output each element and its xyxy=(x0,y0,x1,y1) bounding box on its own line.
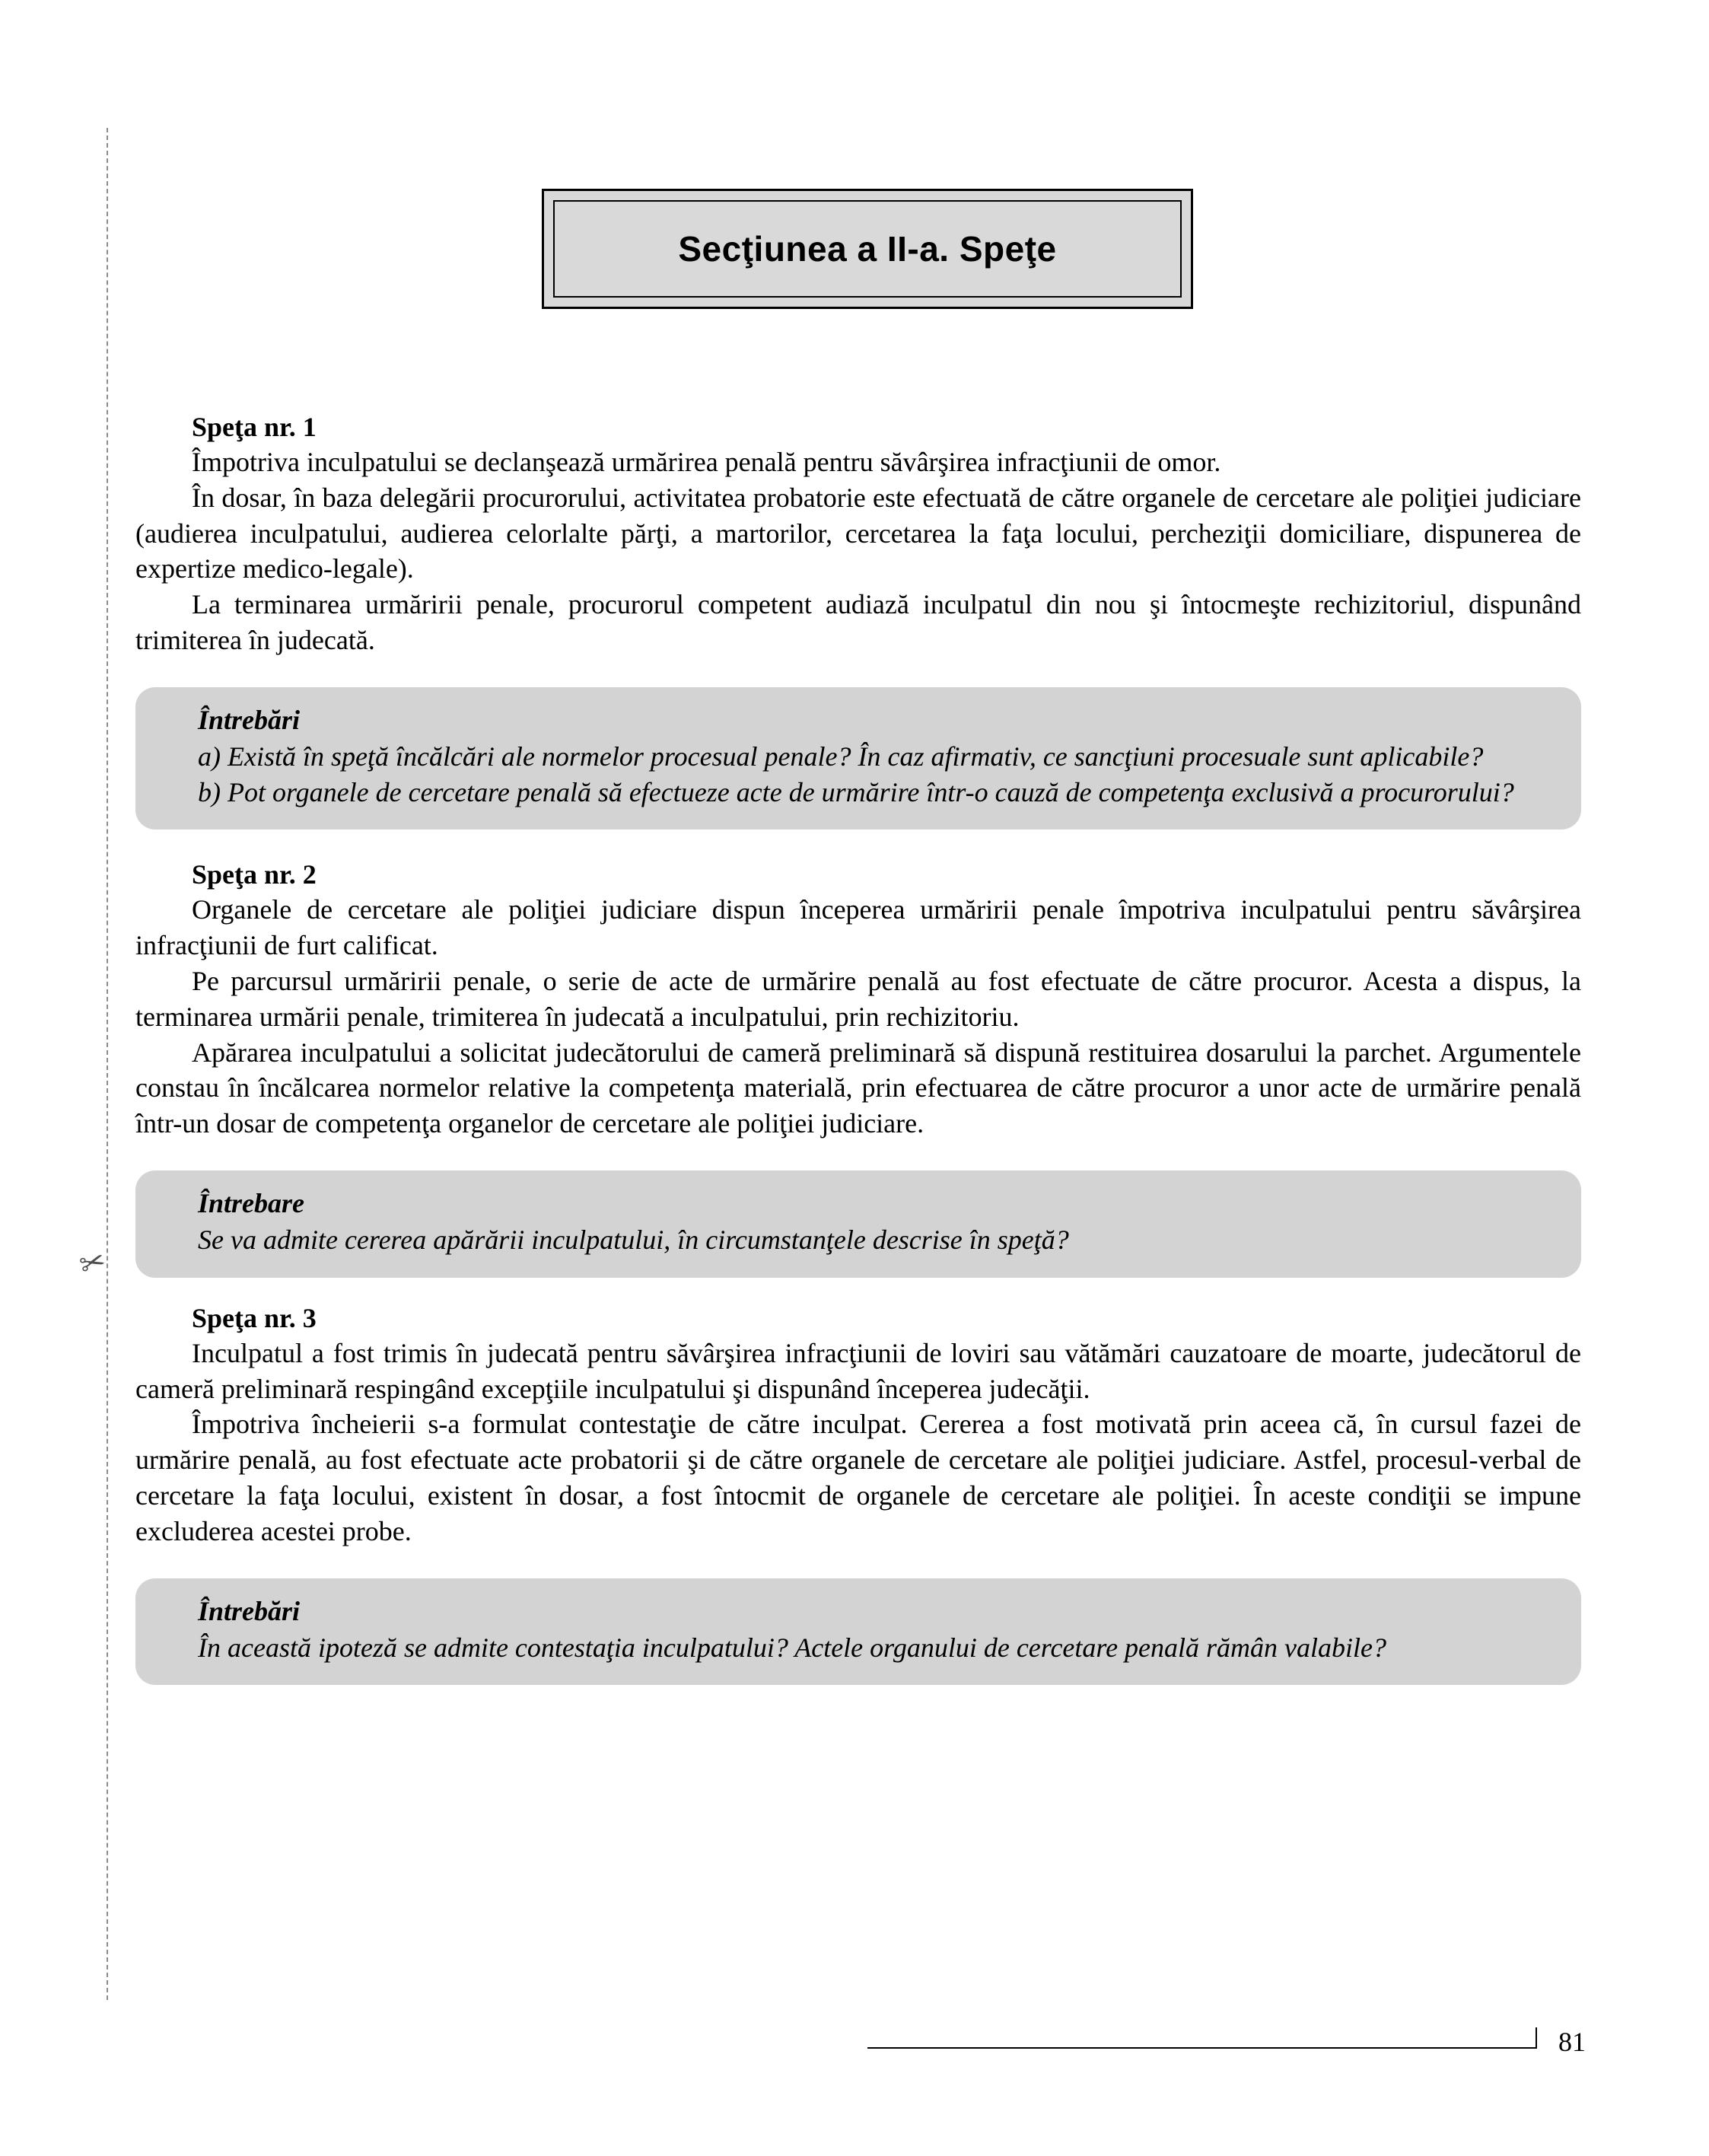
spacer xyxy=(135,830,1581,858)
case-block-1 xyxy=(135,411,1581,658)
footer-rule xyxy=(867,2047,1537,2049)
case-heading-1: Speţa nr. 1 xyxy=(192,412,317,442)
case-1-paragraph-1: Împotriva inculpatului se declanşează urmărirea penală pentru săvârşirea infracţiunii de omor. xyxy=(192,447,1221,477)
question-box-3-title: Întrebări xyxy=(198,1595,301,1626)
case-3-paragraph-2: Împotriva încheierii s-a formulat contestaţie de către inculpat. Cererea a fost motivată prin aceea că, în cursul fazei de urmărire penală, au fost efectuate acte probatorii şi de către organele de cercetare ale poliţiei judiciare. Astfel, procesul-verbal de cercetare la faţa locului, existent în dosar, a fost întocmit de organele de cercetare ale poliţiei. În aceste condiţii se impune excluderea acestei probe. xyxy=(135,1409,1581,1546)
case-2-paragraph-2: Pe parcursul urmăririi penale, o serie de acte de urmărire penală au fost efectuate de către procuror. Acesta a dispus, la terminarea urmării penale, trimiterea în judecată a inculpatului, prin rechizitoriu. xyxy=(135,965,1581,1032)
case-block-2 xyxy=(135,858,1581,1142)
page-number: 81 xyxy=(1558,2027,1586,2057)
question-box-2-title: Întrebare xyxy=(198,1187,305,1218)
case-block-3 xyxy=(135,1302,1581,1549)
case-2-paragraph-1: Organele de cercetare ale poliţiei judiciare dispun începerea urmăririi penale împotriva inculpatului pentru săvârşirea infracţiunii de furt calificat. xyxy=(135,894,1581,961)
question-box-1-item-a: a) Există în speţă încălcări ale normelor procesual penale? În caz afirmativ, ce sancţiuni procesuale sunt aplicabile? xyxy=(198,740,1484,772)
case-1-paragraph-3: La terminarea urmăririi penale, procurorul competent audiază inculpatul din nou şi întocmeşte rechizitoriul, dispunând trimiterea în judecată. xyxy=(135,589,1581,655)
question-box-1-item-b: b) Pot organele de cercetare penală să efectueze acte de urmărire într-o cauză de competenţa exclusivă a procurorului? xyxy=(198,776,1514,807)
scissors-icon: ✂ xyxy=(75,1243,110,1283)
case-heading-3: Speţa nr. 3 xyxy=(192,1302,317,1333)
cut-dashed-line xyxy=(107,128,108,2000)
document-body xyxy=(135,411,1581,1685)
spacer xyxy=(135,1278,1581,1302)
case-heading-2: Speţa nr. 2 xyxy=(192,859,317,890)
section-title-inner-box xyxy=(553,200,1182,298)
question-box-1-title: Întrebări xyxy=(198,704,301,735)
question-box-2-item-1: Se va admite cererea apărării inculpatului, în circumstanţele descrise în speţă? xyxy=(198,1224,1069,1255)
question-box-2 xyxy=(135,1170,1581,1278)
spacer xyxy=(135,658,1581,687)
section-title-box xyxy=(542,189,1193,309)
case-1-paragraph-2: În dosar, în baza delegării procurorului, activitatea probatorie este efectuată de către organele de cercetare ale poliţiei judiciare (audierea inculpatului, audierea celorlalte părţi, a martorilor, cercetarea la faţa locului, percheziţii domiciliare, dispunerea de expertize medico-legale). xyxy=(135,482,1581,584)
question-box-3-item-1: În această ipoteză se admite contestaţia inculpatului? Actele organului de cercetare penală rămân valabile? xyxy=(198,1632,1387,1663)
section-title-text: Secţiunea a II-a. Speţe xyxy=(678,229,1057,269)
question-box-3 xyxy=(135,1578,1581,1686)
footer-tick xyxy=(1536,2027,1537,2049)
question-box-1 xyxy=(135,687,1581,830)
case-2-paragraph-3: Apărarea inculpatului a solicitat judecătorului de cameră preliminară să dispună restituirea dosarului la parchet. Argumentele constau în încălcarea normelor relative la competenţa materială, prin efectuarea de către procuror a unor acte de urmărire penală într-un dosar de competenţa organelor de cercetare ale poliţiei judiciare. xyxy=(135,1037,1581,1139)
spacer xyxy=(135,1142,1581,1170)
spacer xyxy=(135,1549,1581,1578)
case-3-paragraph-1: Inculpatul a fost trimis în judecată pentru săvârşirea infracţiunii de loviri sau vătămări cauzatoare de moarte, judecătorul de cameră preliminară respingând excepţiile inculpatului şi dispunând începerea judecăţii. xyxy=(135,1337,1581,1404)
